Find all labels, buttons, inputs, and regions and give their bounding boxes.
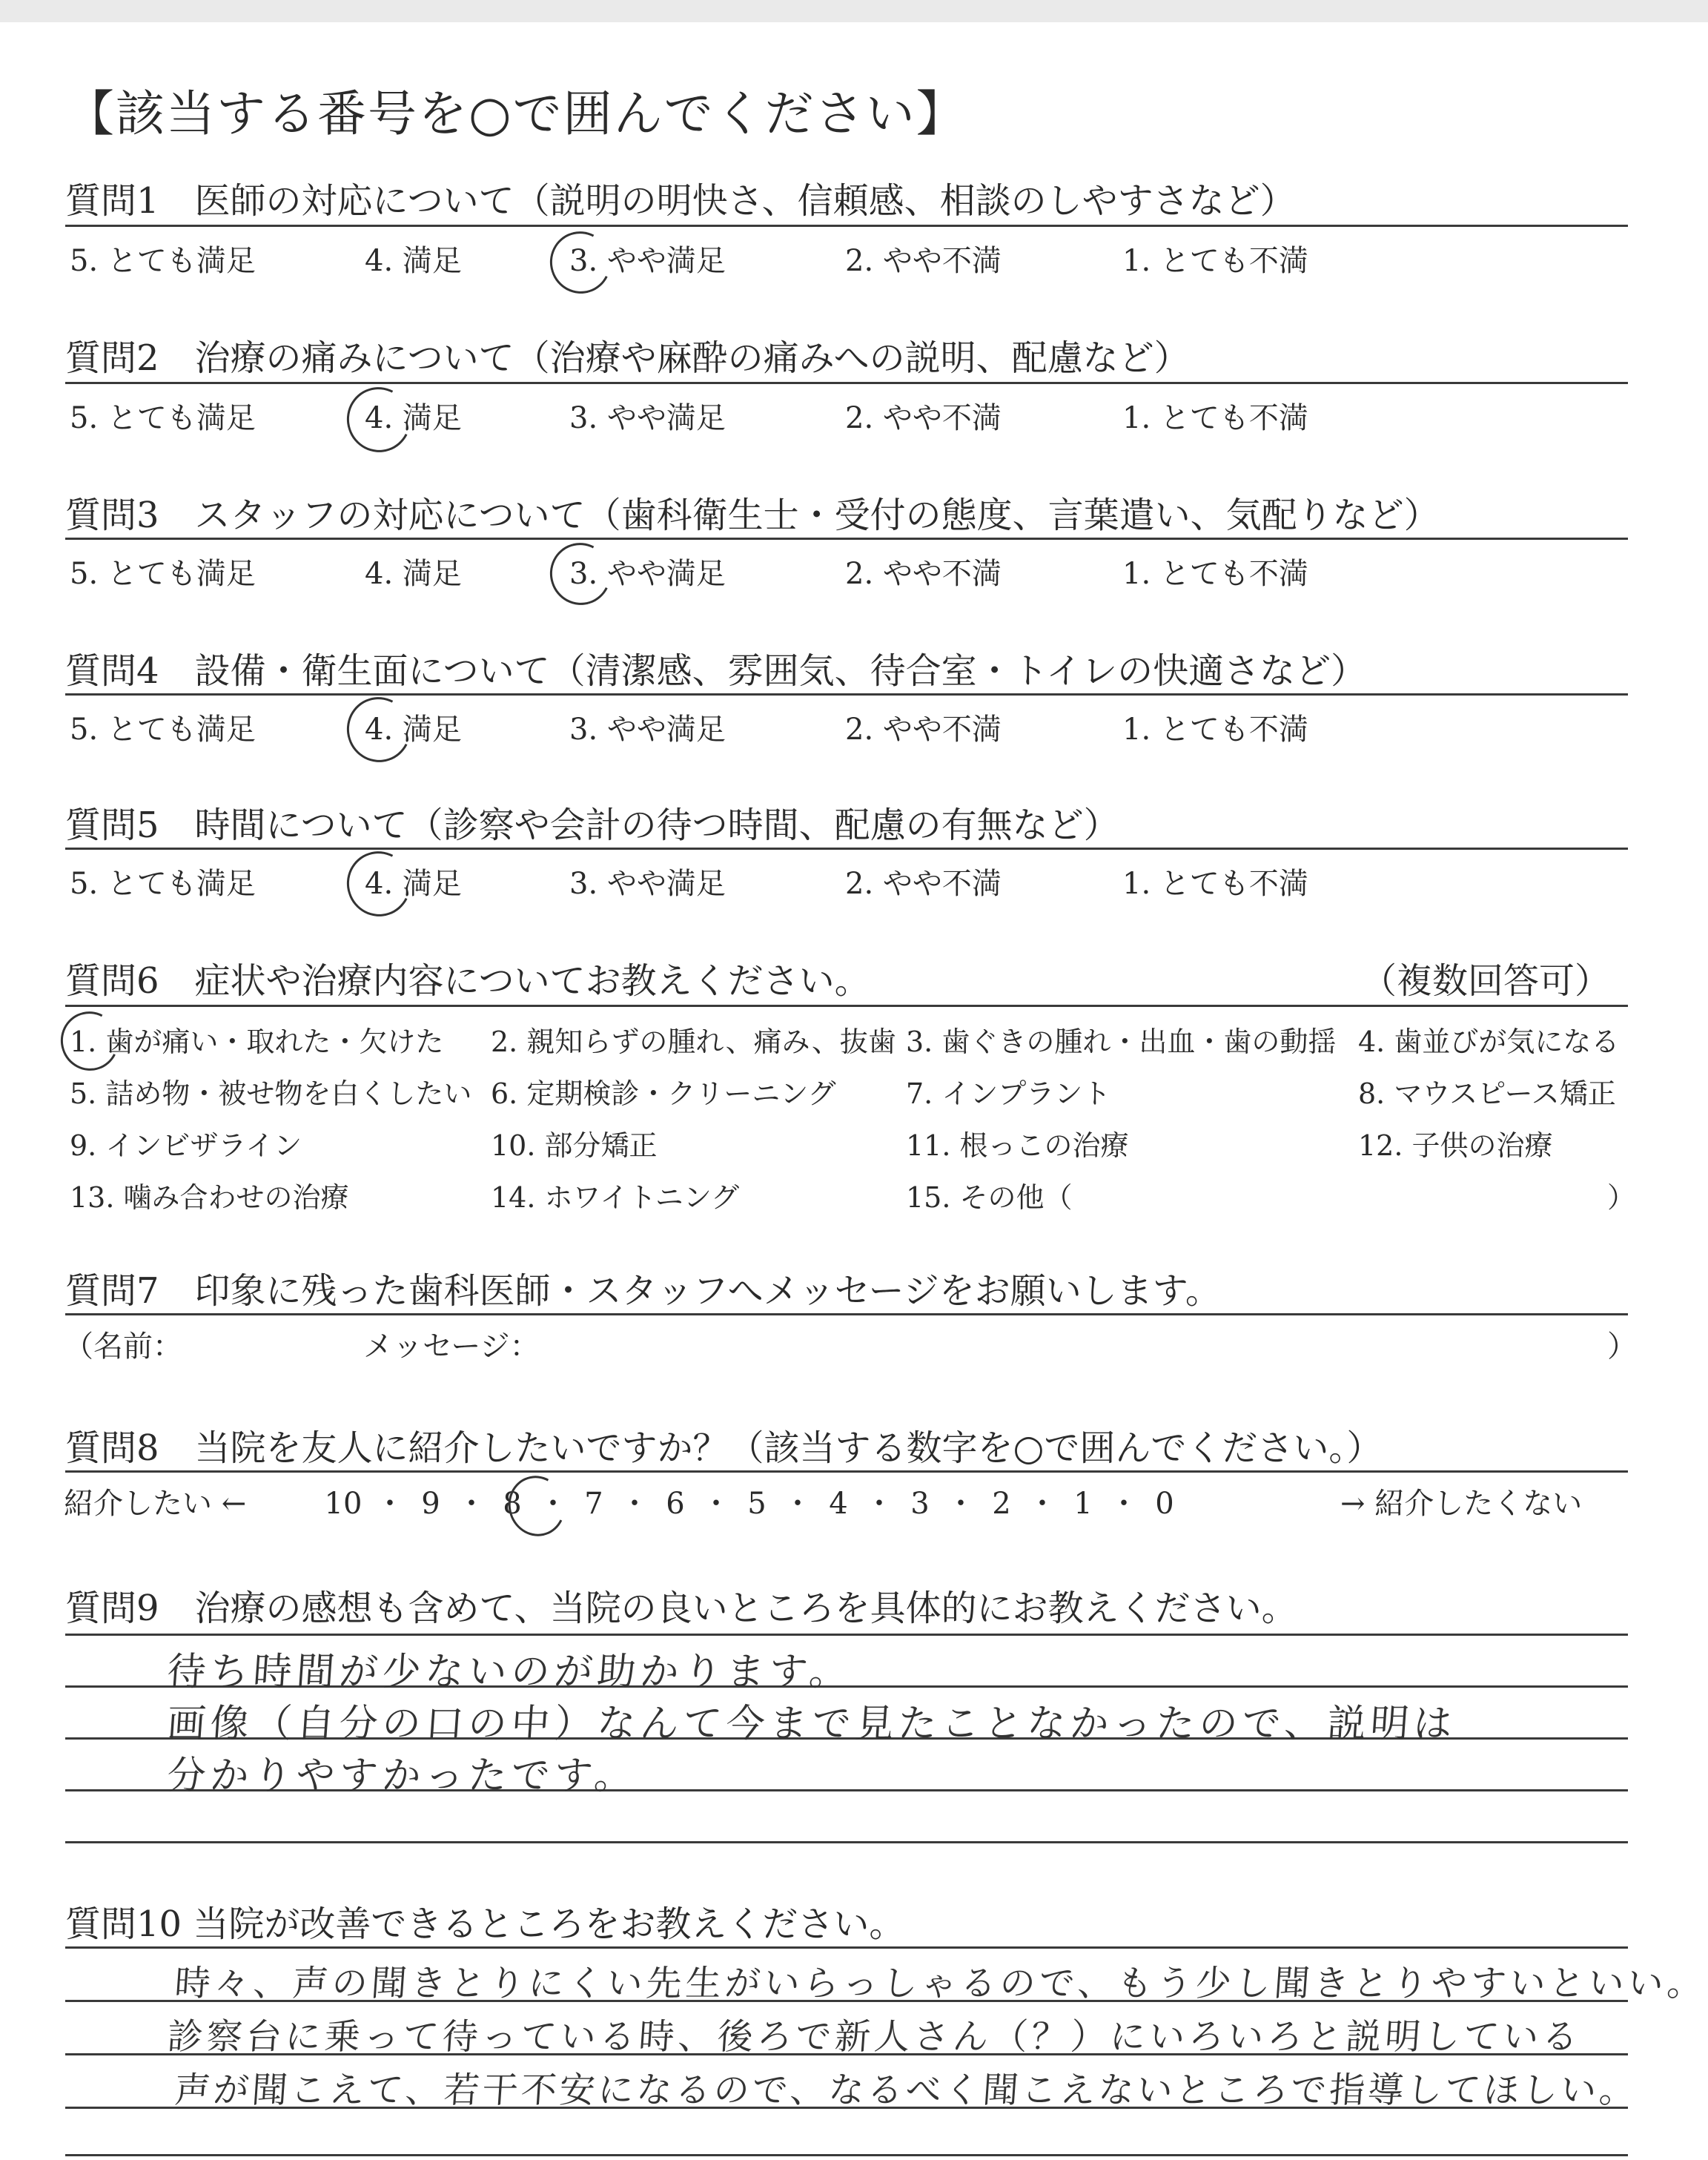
q9-title: 質問9 治療の感想も含めて、当院の良いところを具体的にお教えください。 — [65, 1588, 1297, 1629]
q2-rule — [65, 382, 1628, 384]
q2-option-3[interactable]: 3. やや満足 — [569, 401, 726, 435]
q2-title: 質問2 治療の痛みについて（治療や麻酔の痛みへの説明、配慮など） — [65, 337, 1190, 379]
q9-answer-line-1: 待ち時間が少ないのが助かります。 — [165, 1650, 854, 1694]
q8-scale-value-5[interactable]: 5 — [747, 1487, 767, 1521]
q10-answer-line-3: 声が聞こえて、若干不安になるので、なるべく聞こえないところで指導してほしい。 — [173, 2070, 1640, 2111]
q6-item-4[interactable]: 4. 歯並びが気になる — [1358, 1025, 1620, 1058]
q6-item-14[interactable]: 14. ホワイトニング — [491, 1181, 740, 1214]
q2-option-4[interactable]: 4. 満足 — [365, 401, 462, 435]
q10-answer-line-2: 診察台に乗って待っている時、後ろで新人さん（？）にいろいろと説明している — [165, 2016, 1583, 2058]
q6-item-10[interactable]: 10. 部分矯正 — [491, 1129, 658, 1162]
q8-scale-dot: ・ — [1109, 1487, 1139, 1521]
q6-item-15[interactable]: 15. その他（ — [906, 1181, 1073, 1214]
q10-title: 質問10 当院が改善できるところをお教えください。 — [65, 1903, 905, 1945]
q2-option-1[interactable]: 1. とても不満 — [1122, 401, 1308, 435]
q7-rule — [65, 1313, 1628, 1315]
q5-option-2[interactable]: 2. やや不満 — [845, 867, 1002, 901]
q5-option-5[interactable]: 5. とても満足 — [70, 867, 256, 901]
q8-scale-value-1[interactable]: 1 — [1073, 1487, 1093, 1521]
q5-option-3[interactable]: 3. やや満足 — [569, 867, 726, 901]
q1-answer-circle — [542, 223, 619, 301]
q5-rule — [65, 848, 1628, 850]
q8-scale-dot: ・ — [864, 1487, 894, 1521]
q8-scale-value-8[interactable]: 8 — [503, 1487, 522, 1521]
q2-answer-circle — [339, 379, 420, 460]
q7-close-paren: ） — [1607, 1330, 1637, 1364]
q8-scale-value-7[interactable]: 7 — [584, 1487, 603, 1521]
q4-option-5[interactable]: 5. とても満足 — [70, 713, 256, 747]
q10-line-5 — [65, 2154, 1628, 2156]
q4-option-4[interactable]: 4. 満足 — [365, 713, 462, 747]
q8-title: 質問8 当院を友人に紹介したいですか？（該当する数字を○で囲んでください。） — [65, 1427, 1383, 1469]
q5-option-4[interactable]: 4. 満足 — [365, 867, 462, 901]
q8-scale-value-6[interactable]: 6 — [666, 1487, 685, 1521]
q10-line-1 — [65, 1946, 1628, 1949]
q6-item-9[interactable]: 9. インビザライン — [70, 1129, 302, 1162]
q8-scale-dot: ・ — [783, 1487, 812, 1521]
q5-title: 質問5 時間について（診察や会計の待つ時間、配慮の有無など） — [65, 805, 1119, 846]
q8-scale — [320, 1480, 1182, 1522]
q8-scale-value-3[interactable]: 3 — [910, 1487, 930, 1521]
q6-item-13[interactable]: 13. 噛み合わせの治療 — [70, 1181, 349, 1214]
q8-scale-dot: ・ — [375, 1487, 405, 1521]
q1-rule — [65, 225, 1628, 227]
q6-item-11[interactable]: 11. 根っこの治療 — [906, 1129, 1129, 1162]
q6-answer-circle — [53, 1004, 127, 1078]
q8-scale-value-0[interactable]: 0 — [1155, 1487, 1174, 1521]
q6-rule — [65, 1005, 1628, 1007]
q3-option-5[interactable]: 5. とても満足 — [70, 557, 256, 591]
q6-item-1[interactable]: 1. 歯が痛い・取れた・欠けた — [70, 1025, 444, 1058]
q6-item-5[interactable]: 5. 詰め物・被せ物を白くしたい — [70, 1077, 472, 1110]
q8-scale-value-10[interactable]: 10 — [324, 1487, 363, 1521]
q6-item-12[interactable]: 12. 子供の治療 — [1358, 1129, 1553, 1162]
scan-edge — [0, 0, 1708, 22]
q8-scale-dot: ・ — [538, 1487, 568, 1521]
q10-answer-line-1: 時々、声の聞きとりにくい先生がいらっしゃるので、もう少し聞きとりやすいといい。 — [173, 1963, 1708, 2004]
q6-note: （複数回答可） — [1361, 960, 1611, 1002]
q1-option-3[interactable]: 3. やや満足 — [569, 244, 726, 278]
q3-answer-circle — [542, 535, 619, 612]
q5-answer-circle — [339, 843, 420, 925]
q4-option-3[interactable]: 3. やや満足 — [569, 713, 726, 747]
q8-scale-dot: ・ — [946, 1487, 976, 1521]
q6-item-8[interactable]: 8. マウスピース矯正 — [1358, 1077, 1616, 1110]
q4-option-1[interactable]: 1. とても不満 — [1122, 713, 1308, 747]
q6-item-2[interactable]: 2. 親知らずの腫れ、痛み、抜歯 — [491, 1025, 896, 1058]
q6-title: 質問6 症状や治療内容についてお教えください。 — [65, 960, 870, 1002]
q8-left-label: 紹介したい ← — [64, 1487, 247, 1521]
q8-right-label: → 紹介したくない — [1340, 1487, 1583, 1521]
q4-option-2[interactable]: 2. やや不満 — [845, 713, 1002, 747]
q6-item-3[interactable]: 3. 歯ぐきの腫れ・出血・歯の動揺 — [906, 1025, 1337, 1058]
q1-option-5[interactable]: 5. とても満足 — [70, 244, 256, 278]
q9-line-5 — [65, 1841, 1628, 1843]
q1-title: 質問1 医師の対応について（説明の明快さ、信頼感、相談のしやすさなど） — [65, 180, 1296, 222]
q9-answer-line-3: 分かりやすかったです。 — [165, 1754, 639, 1798]
q8-scale-value-2[interactable]: 2 — [992, 1487, 1011, 1521]
q3-option-4[interactable]: 4. 満足 — [365, 557, 462, 591]
q8-scale-dot: ・ — [701, 1487, 731, 1521]
q1-option-2[interactable]: 2. やや不満 — [845, 244, 1002, 278]
q4-title: 質問4 設備・衛生面について（清潔感、雰囲気、待合室・トイレの快適さなど） — [65, 650, 1367, 692]
q8-scale-value-4[interactable]: 4 — [829, 1487, 848, 1521]
q8-rule — [65, 1470, 1628, 1473]
q2-option-2[interactable]: 2. やや不満 — [845, 401, 1002, 435]
q3-option-1[interactable]: 1. とても不満 — [1122, 557, 1308, 591]
q9-line-1 — [65, 1634, 1628, 1636]
q4-answer-circle — [339, 689, 420, 770]
page-title: 【該当する番号を○で囲んでください】 — [65, 85, 967, 142]
q7-message-label: メッセージ： — [363, 1330, 540, 1364]
q4-rule — [65, 693, 1628, 696]
q2-option-5[interactable]: 5. とても満足 — [70, 401, 256, 435]
q6-item-15-close: ） — [1607, 1181, 1636, 1214]
q5-option-1[interactable]: 1. とても不満 — [1122, 867, 1308, 901]
q1-option-1[interactable]: 1. とても不満 — [1122, 244, 1308, 278]
q3-option-3[interactable]: 3. やや満足 — [569, 557, 726, 591]
q6-item-7[interactable]: 7. インプラント — [906, 1077, 1111, 1110]
q3-rule — [65, 538, 1628, 540]
q8-scale-dot: ・ — [1027, 1487, 1057, 1521]
q7-name-label: （名前： — [64, 1330, 182, 1364]
q8-scale-dot: ・ — [457, 1487, 486, 1521]
q3-option-2[interactable]: 2. やや不満 — [845, 557, 1002, 591]
q1-option-4[interactable]: 4. 満足 — [365, 244, 462, 278]
q8-scale-value-9[interactable]: 9 — [421, 1487, 440, 1521]
q7-title: 質問7 印象に残った歯科医師・スタッフへメッセージをお願いします。 — [65, 1270, 1221, 1312]
q3-title: 質問3 スタッフの対応について（歯科衛生士・受付の態度、言葉遣い、気配りなど） — [65, 495, 1440, 536]
q6-item-6[interactable]: 6. 定期検診・クリーニング — [491, 1077, 836, 1110]
q8-scale-dot: ・ — [620, 1487, 649, 1521]
q9-answer-line-2: 画像（自分の口の中）なんて今まで見たことなかったので、説明は — [165, 1702, 1458, 1746]
